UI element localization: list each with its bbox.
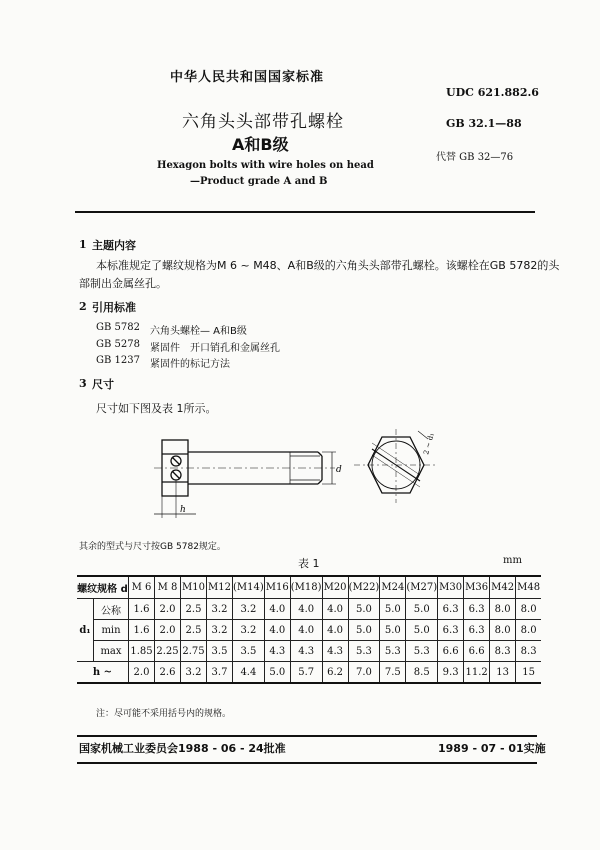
table-cell: 8.0: [516, 599, 542, 620]
ref-code: GB 5278: [96, 339, 140, 350]
size-header: (M18): [290, 576, 322, 599]
size-header: M12: [207, 576, 233, 599]
replaces-note: 代替 GB 32—76: [436, 152, 514, 163]
size-header: (M22): [348, 576, 380, 599]
table-cell: 5.3: [348, 641, 380, 662]
row-label: max: [94, 641, 129, 662]
table-cell: 4.0: [290, 599, 322, 620]
d1-row-label: d₁: [77, 599, 94, 662]
table-cell: 5.0: [406, 599, 438, 620]
table-cell: 2.25: [155, 641, 181, 662]
section-3-number: 3: [79, 377, 87, 390]
table-cell: 3.5: [233, 641, 265, 662]
table-cell: 4.0: [264, 599, 290, 620]
table-header-row: [77, 576, 541, 599]
country-standard-heading: 中华人民共和国国家标准: [170, 70, 325, 85]
table-cell: 3.7: [207, 662, 233, 684]
table-cell: 4.3: [322, 641, 348, 662]
table-unit: mm: [503, 555, 522, 566]
table-cell: 2.5: [181, 620, 207, 641]
table-cell: 8.3: [490, 641, 516, 662]
table-cell: 11.2: [464, 662, 490, 684]
standard-number: GB 32.1—88: [446, 117, 522, 130]
size-header: (M27): [406, 576, 438, 599]
section-3-title: 尺寸: [92, 378, 114, 391]
ref-code: GB 1237: [96, 355, 140, 366]
footer-rule-top: [77, 735, 537, 737]
h-dimension-label: h: [180, 505, 186, 515]
table-cell: 2.6: [155, 662, 181, 684]
table-cell: 6.3: [438, 599, 464, 620]
table-cell: 4.4: [233, 662, 265, 684]
size-header: M36: [464, 576, 490, 599]
table-cell: 2.0: [155, 599, 181, 620]
table-cell: 6.3: [438, 620, 464, 641]
table-cell: 8.0: [490, 620, 516, 641]
table-cell: 3.2: [207, 620, 233, 641]
row-label: min: [94, 620, 129, 641]
d-dimension-label: d: [336, 465, 342, 475]
table-cell: 4.3: [290, 641, 322, 662]
table-cell: 5.0: [348, 620, 380, 641]
section-1-number: 1: [79, 238, 87, 251]
section-3-text: 尺寸如下图及表 1所示。: [96, 402, 217, 415]
table-footnote: 注：尽可能不采用括号内的规格。: [96, 709, 232, 719]
table-cell: 5.0: [348, 599, 380, 620]
table-cell: 2.0: [129, 662, 155, 684]
size-header: M20: [322, 576, 348, 599]
table-cell: 3.2: [207, 599, 233, 620]
size-header: M16: [264, 576, 290, 599]
table-cell: 15: [516, 662, 542, 684]
wire-hole-angle-label: 2 ~ d₁: [422, 432, 436, 456]
table-cell: 6.2: [322, 662, 348, 684]
udc-number: UDC 621.882.6: [446, 86, 539, 99]
table-cell: 6.6: [438, 641, 464, 662]
table-cell: 1.6: [129, 620, 155, 641]
table-cell: 8.3: [516, 641, 542, 662]
table-row-h: [77, 662, 541, 684]
table-cell: 1.6: [129, 599, 155, 620]
section-2-number: 2: [79, 300, 87, 313]
section-1-text-line1: 本标准规定了螺纹规格为M 6 ~ M48、A和B级的六角头头部带孔螺栓。该螺栓在GB 5782的头: [96, 259, 560, 272]
table-cell: 5.0: [406, 620, 438, 641]
table-cell: 3.2: [181, 662, 207, 684]
table-caption: 表 1: [298, 557, 320, 570]
table-cell: 4.0: [322, 620, 348, 641]
title-cn-line2: A和B级: [232, 135, 289, 154]
table-row: [77, 599, 541, 620]
table-cell: 5.0: [264, 662, 290, 684]
section-1-text-line2: 部制出金属丝孔。: [79, 277, 167, 290]
title-cn-line1: 六角头头部带孔螺栓: [182, 112, 344, 132]
other-dimensions-note: 其余的型式与尺寸按GB 5782规定。: [79, 542, 226, 552]
table-cell: 5.3: [380, 641, 406, 662]
table-cell: 4.3: [264, 641, 290, 662]
bolt-end-view-drawing: [352, 425, 442, 510]
h-row-label: h ~: [77, 662, 129, 684]
table-cell: 7.0: [348, 662, 380, 684]
table-cell: 5.0: [380, 599, 406, 620]
title-en-line2: —Product grade A and B: [190, 176, 328, 187]
approval-date: 国家机械工业委员会1988 - 06 - 24批准: [79, 742, 286, 755]
table-cell: 9.3: [438, 662, 464, 684]
table-cell: 5.7: [290, 662, 322, 684]
title-en-line1: Hexagon bolts with wire holes on head: [157, 160, 374, 171]
table-cell: 8.0: [516, 620, 542, 641]
table-cell: 4.0: [290, 620, 322, 641]
footer-rule-bottom: [77, 762, 537, 764]
size-header: M42: [490, 576, 516, 599]
table-row: [77, 620, 541, 641]
table-cell: 13: [490, 662, 516, 684]
size-header: (M14): [233, 576, 265, 599]
table-cell: 5.0: [380, 620, 406, 641]
section-1-title: 主题内容: [92, 239, 136, 252]
table-cell: 6.3: [464, 620, 490, 641]
size-header: M 8: [155, 576, 181, 599]
table-cell: 2.75: [181, 641, 207, 662]
table-cell: 2.5: [181, 599, 207, 620]
table-cell: 8.5: [406, 662, 438, 684]
table-cell: 5.3: [406, 641, 438, 662]
ref-code: GB 5782: [96, 322, 140, 333]
table-cell: 4.0: [264, 620, 290, 641]
table-cell: 3.2: [233, 599, 265, 620]
section-2-title: 引用标准: [92, 301, 136, 314]
table-row: [77, 641, 541, 662]
size-header: M10: [181, 576, 207, 599]
table-cell: 7.5: [380, 662, 406, 684]
effective-date: 1989 - 07 - 01实施: [438, 742, 546, 755]
size-header: M24: [380, 576, 406, 599]
ref-name: 紧固件 开口销孔和金属丝孔: [150, 343, 280, 354]
size-header: M 6: [129, 576, 155, 599]
table-cell: 6.3: [464, 599, 490, 620]
row-label: 公称: [94, 599, 129, 620]
table-cell: 2.0: [155, 620, 181, 641]
table-header-label: 螺纹规格 d: [77, 576, 129, 599]
table-cell: 3.5: [207, 641, 233, 662]
bolt-side-view-drawing: [150, 428, 350, 523]
table-cell: 1.85: [129, 641, 155, 662]
dimension-table: [77, 575, 541, 684]
ref-name: 紧固件的标记方法: [150, 359, 230, 370]
size-header: M30: [438, 576, 464, 599]
header-rule: [75, 211, 535, 213]
table-cell: 4.0: [322, 599, 348, 620]
table-cell: 3.2: [233, 620, 265, 641]
table-cell: 6.6: [464, 641, 490, 662]
size-header: M48: [516, 576, 542, 599]
ref-name: 六角头螺栓— A和B级: [150, 326, 247, 337]
table-cell: 8.0: [490, 599, 516, 620]
